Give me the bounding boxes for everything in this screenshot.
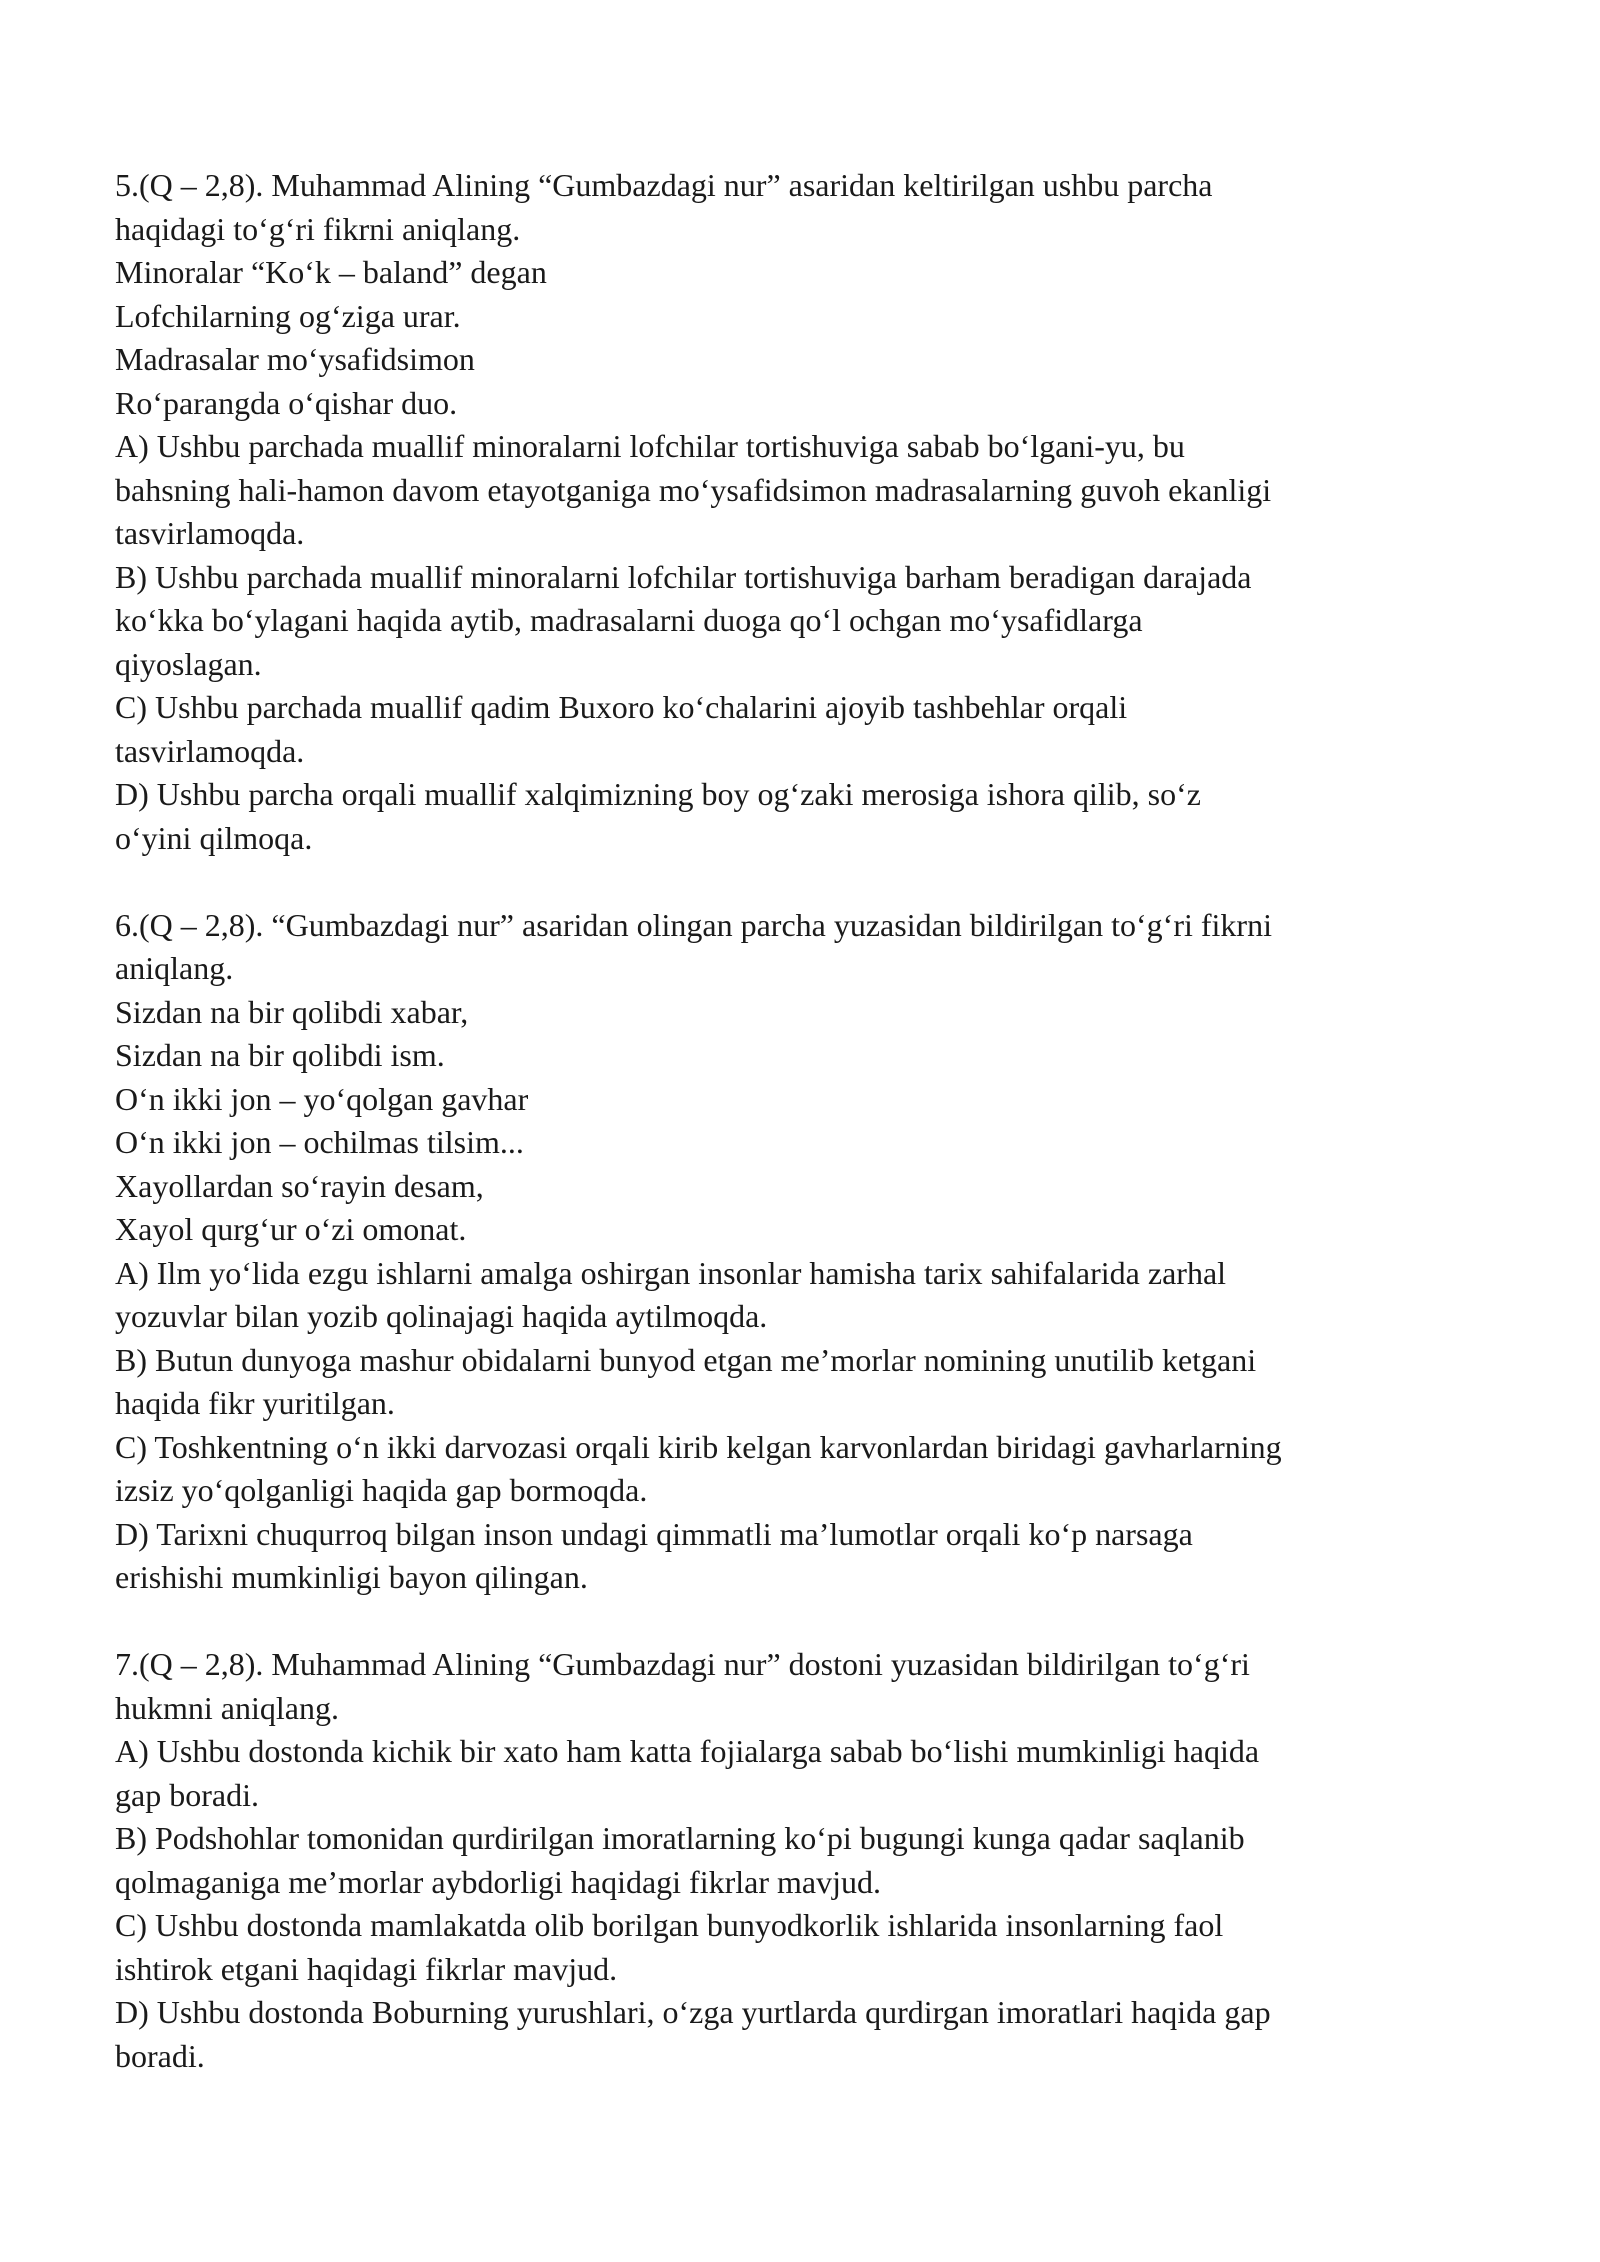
question-stem bbox=[115, 164, 1505, 251]
stem-line: 5.(Q – 2,8). Muhammad Alining “Gumbazdagi nur” asaridan keltirilgan ushbu parcha bbox=[115, 167, 1213, 203]
answer-option-a bbox=[115, 1252, 1505, 1339]
option-line: C) Ushbu dostonda mamlakatda olib borilgan bunyodkorlik ishlarida insonlarning faol bbox=[115, 1907, 1224, 1943]
poem-line: Sizdan na bir qolibdi ism. bbox=[115, 1037, 445, 1073]
option-line: C) Ushbu parchada muallif qadim Buxoro ko‘chalarini ajoyib tashbehlar orqali bbox=[115, 689, 1128, 725]
option-line: o‘yini qilmoqa. bbox=[115, 819, 313, 856]
option-line: D) Ushbu dostonda Boburning yurushlari, o‘zga yurtlarda qurdirgan imoratlari haqida gap bbox=[115, 1994, 1271, 2030]
option-line: qolmaganiga me’morlar aybdorligi haqidagi fikrlar mavjud. bbox=[115, 1863, 881, 1900]
option-line: ishtirok etgani haqidagi fikrlar mavjud. bbox=[115, 1950, 618, 1987]
question-6 bbox=[115, 904, 1505, 1600]
answer-option-a bbox=[115, 425, 1505, 556]
option-line: qiyoslagan. bbox=[115, 645, 262, 682]
answer-option-c bbox=[115, 1426, 1505, 1513]
option-line: D) Tarixni chuqurroq bilgan inson undagi qimmatli ma’lumotlar orqali ko‘p narsaga bbox=[115, 1515, 1193, 1552]
option-line: A) Ushbu dostonda kichik bir xato ham katta fojialarga sabab bo‘lishi mumkinligi haqida bbox=[115, 1733, 1260, 1769]
answer-option-d bbox=[115, 1513, 1505, 1600]
question-stem bbox=[115, 1643, 1505, 1730]
poem-line: Ro‘parangda o‘qishar duo. bbox=[115, 384, 458, 421]
answer-option-c bbox=[115, 686, 1505, 773]
poem-excerpt bbox=[115, 991, 1505, 1252]
option-line: B) Ushbu parchada muallif minoralarni lofchilar tortishuviga barham beradigan darajada bbox=[115, 558, 1252, 595]
answer-option-d bbox=[115, 773, 1505, 860]
option-line: boradi. bbox=[115, 2037, 205, 2074]
answer-option-d bbox=[115, 1991, 1505, 2078]
answer-option-a bbox=[115, 1730, 1505, 1817]
poem-line: O‘n ikki jon – ochilmas tilsim... bbox=[115, 1124, 524, 1160]
option-line: ko‘kka bo‘ylagani haqida aytib, madrasalarni duoga qo‘l ochgan mo‘ysafidlarga bbox=[115, 602, 1143, 638]
option-line: tasvirlamoqda. bbox=[115, 732, 305, 769]
answer-option-b bbox=[115, 1339, 1505, 1426]
stem-line: aniqlang. bbox=[115, 950, 234, 986]
option-line: C) Toshkentning o‘n ikki darvozasi orqali kirib kelgan karvonlardan biridagi gavharlarning bbox=[115, 1428, 1282, 1465]
poem-line: Minoralar “Ko‘k – baland” degan bbox=[115, 254, 547, 290]
poem-line: Sizdan na bir qolibdi xabar, bbox=[115, 993, 469, 1030]
option-line: D) Ushbu parcha orqali muallif xalqimizning boy og‘zaki merosiga ishora qilib, so‘z bbox=[115, 776, 1201, 812]
poem-line: Xayollardan so‘rayin desam, bbox=[115, 1167, 484, 1204]
option-line: izsiz yo‘qolganligi haqida gap bormoqda. bbox=[115, 1472, 648, 1508]
stem-line: 6.(Q – 2,8). “Gumbazdagi nur” asaridan olingan parcha yuzasidan bildirilgan to‘g‘ri fikrni bbox=[115, 906, 1272, 943]
option-line: yozuvlar bilan yozib qolinajagi haqida aytilmoqda. bbox=[115, 1298, 768, 1334]
stem-line: hukmni aniqlang. bbox=[115, 1689, 339, 1726]
option-line: haqida fikr yuritilgan. bbox=[115, 1385, 395, 1421]
poem-line: Madrasalar mo‘ysafidsimon bbox=[115, 341, 475, 377]
option-line: erishishi mumkinligi bayon qilingan. bbox=[115, 1559, 588, 1595]
answer-option-b bbox=[115, 1817, 1505, 1904]
option-line: tasvirlamoqda. bbox=[115, 515, 305, 551]
answer-option-c bbox=[115, 1904, 1505, 1991]
option-line: B) Podshohlar tomonidan qurdirilgan imoratlarning ko‘pi bugungi kunga qadar saqlanib bbox=[115, 1820, 1245, 1856]
stem-line: 7.(Q – 2,8). Muhammad Alining “Gumbazdagi nur” dostoni yuzasidan bildirilgan to‘g‘ri bbox=[115, 1646, 1250, 1682]
poem-line: Lofchilarning og‘ziga urar. bbox=[115, 297, 461, 334]
option-line: bahsning hali-hamon davom etayotganiga mo‘ysafidsimon madrasalarning guvoh ekanligi bbox=[115, 471, 1272, 508]
poem-excerpt bbox=[115, 251, 1505, 425]
answer-option-b bbox=[115, 556, 1505, 687]
stem-line: haqidagi to‘g‘ri fikrni aniqlang. bbox=[115, 210, 521, 247]
poem-line: Xayol qurg‘ur o‘zi omonat. bbox=[115, 1211, 467, 1247]
question-stem bbox=[115, 904, 1505, 991]
option-line: gap boradi. bbox=[115, 1776, 259, 1813]
document-page bbox=[115, 164, 1505, 2122]
question-5 bbox=[115, 164, 1505, 860]
question-7 bbox=[115, 1643, 1505, 2078]
option-line: B) Butun dunyoga mashur obidalarni bunyod etgan me’morlar nomining unutilib ketgani bbox=[115, 1341, 1257, 1378]
poem-line: O‘n ikki jon – yo‘qolgan gavhar bbox=[115, 1080, 529, 1117]
option-line: A) Ilm yo‘lida ezgu ishlarni amalga oshirgan insonlar hamisha tarix sahifalarida zarhal bbox=[115, 1254, 1227, 1291]
option-line: A) Ushbu parchada muallif minoralarni lofchilar tortishuviga sabab bo‘lgani-yu, bu bbox=[115, 428, 1185, 464]
